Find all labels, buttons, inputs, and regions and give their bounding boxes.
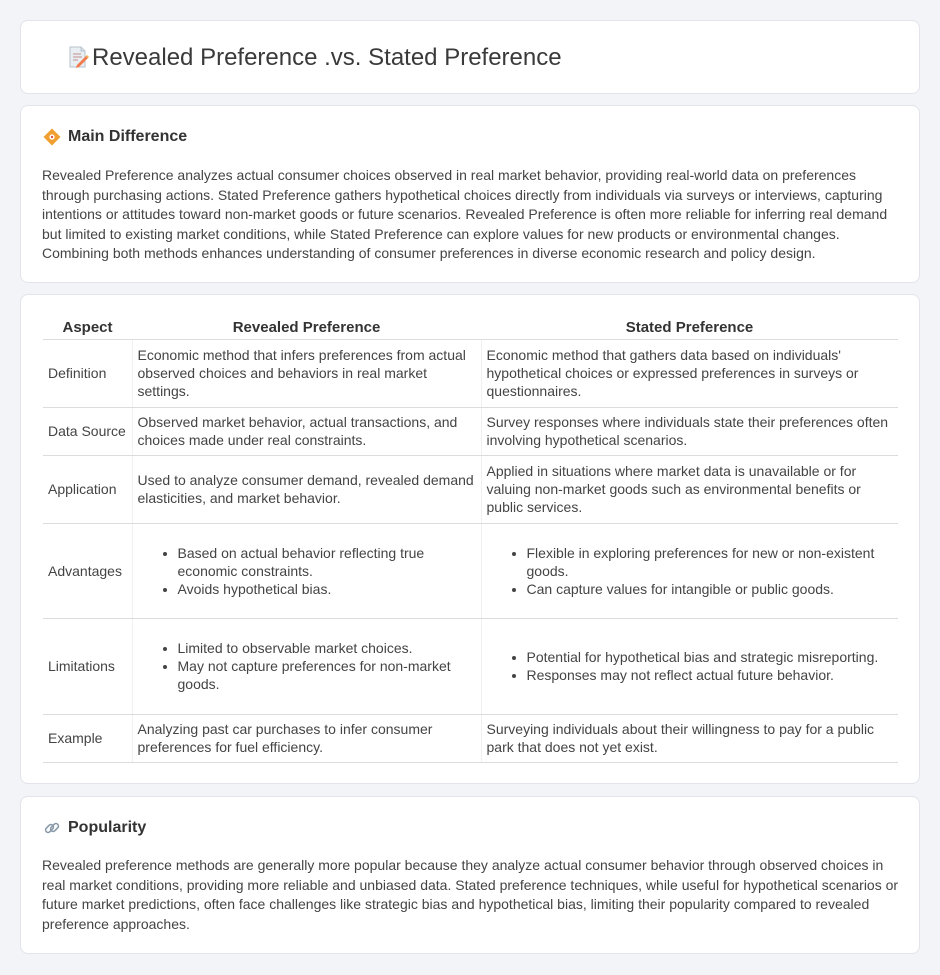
table-row-data-source: [43, 407, 898, 455]
main-difference-card: [20, 105, 920, 283]
table-row-limitations: [43, 618, 898, 714]
title-card: [20, 20, 920, 94]
bullet-list: [178, 544, 476, 598]
comparison-table-card: [20, 294, 920, 784]
stated-cell: Survey responses where individuals state their preferences often involving hypothetical scenarios.: [481, 407, 898, 455]
stated-cell: Surveying individuals about their willingness to pay for a public park that does not yet exist.: [481, 714, 898, 762]
document-pencil-icon: [65, 44, 91, 70]
table-row-definition: [43, 339, 898, 407]
revealed-cell: Observed market behavior, actual transactions, and choices made under real constraints.: [132, 407, 481, 455]
header-aspect: Aspect: [43, 317, 132, 339]
list-item: • May not capture preferences for non-market goods.: [178, 657, 476, 693]
comparison-table: [43, 317, 898, 763]
header-revealed: Revealed Preference: [132, 317, 481, 339]
list-item: • Based on actual behavior reflecting true economic constraints.: [178, 544, 476, 580]
aspect-cell: Data Source: [43, 407, 132, 455]
aspect-cell: Definition: [43, 339, 132, 407]
list-item: • Can capture values for intangible or public goods.: [527, 580, 894, 598]
bullet-list: [527, 648, 894, 684]
stated-cell: [481, 523, 898, 618]
diamond-warning-icon: [43, 128, 61, 146]
table-row-advantages: [43, 523, 898, 618]
list-item: • Avoids hypothetical bias.: [178, 580, 476, 598]
revealed-cell: Analyzing past car purchases to infer consumer preferences for fuel efficiency.: [132, 714, 481, 762]
list-item: • Responses may not reflect actual future behavior.: [527, 666, 894, 684]
aspect-cell: Example: [43, 714, 132, 762]
stated-cell: Applied in situations where market data is unavailable or for valuing non-market goods such as environmental benefits or public services.: [481, 455, 898, 523]
list-item: • Flexible in exploring preferences for new or non-existent goods.: [527, 544, 894, 580]
popularity-card: [20, 796, 920, 954]
main-difference-text: Revealed Preference analyzes actual consumer choices observed in real market behavior, providing real-world data on preferences through purchasing actions. Stated Preference gathers hypothetical choices directly from individuals via surveys or interviews, capturing intentions or attitudes toward non-market goods or future scenarios. Revealed Preference is often more reliable for inferring real demand but limited to existing market conditions, while Stated Preference can explore values for new products or environmental changes. Combining both methods enhances understanding of consumer preferences in diverse economic research and policy design.: [42, 167, 888, 261]
revealed-cell: [132, 523, 481, 618]
revealed-cell: [132, 618, 481, 714]
main-difference-header: [43, 128, 187, 146]
bullet-list: [178, 639, 476, 693]
revealed-cell: Used to analyze consumer demand, revealed demand elasticities, and market behavior.: [132, 455, 481, 523]
popularity-heading: Popularity: [68, 819, 147, 836]
aspect-cell: Limitations: [43, 618, 132, 714]
bullet-list: [527, 544, 894, 598]
popularity-header: [43, 819, 146, 837]
aspect-cell: Application: [43, 455, 132, 523]
stated-cell: Economic method that gathers data based on individuals' hypothetical choices or expressed preferences in surveys or questionnaires.: [481, 339, 898, 407]
table-header-row: [43, 317, 898, 339]
header-stated: Stated Preference: [481, 317, 898, 339]
stated-cell: [481, 618, 898, 714]
main-difference-heading: Main Difference: [68, 128, 188, 145]
link-icon: [43, 819, 61, 837]
table-row-example: [43, 714, 898, 762]
list-item: • Potential for hypothetical bias and strategic misreporting.: [527, 648, 894, 666]
page-title: Revealed Preference .vs. Stated Preference: [92, 44, 562, 71]
popularity-text: Revealed preference methods are generally more popular because they analyze actual consumer behavior through observed choices in real market conditions, providing more reliable and unbiased data. Stated preference techniques, while useful for hypothetical scenarios or future market predictions, often face challenges like strategic bias and hypothetical bias, limiting their popularity compared to revealed preference approaches.: [42, 857, 899, 932]
aspect-cell: Advantages: [43, 523, 132, 618]
list-item: • Limited to observable market choices.: [178, 639, 476, 657]
revealed-cell: Economic method that infers preferences from actual observed choices and behaviors in real market settings.: [132, 339, 481, 407]
table-row-application: [43, 455, 898, 523]
